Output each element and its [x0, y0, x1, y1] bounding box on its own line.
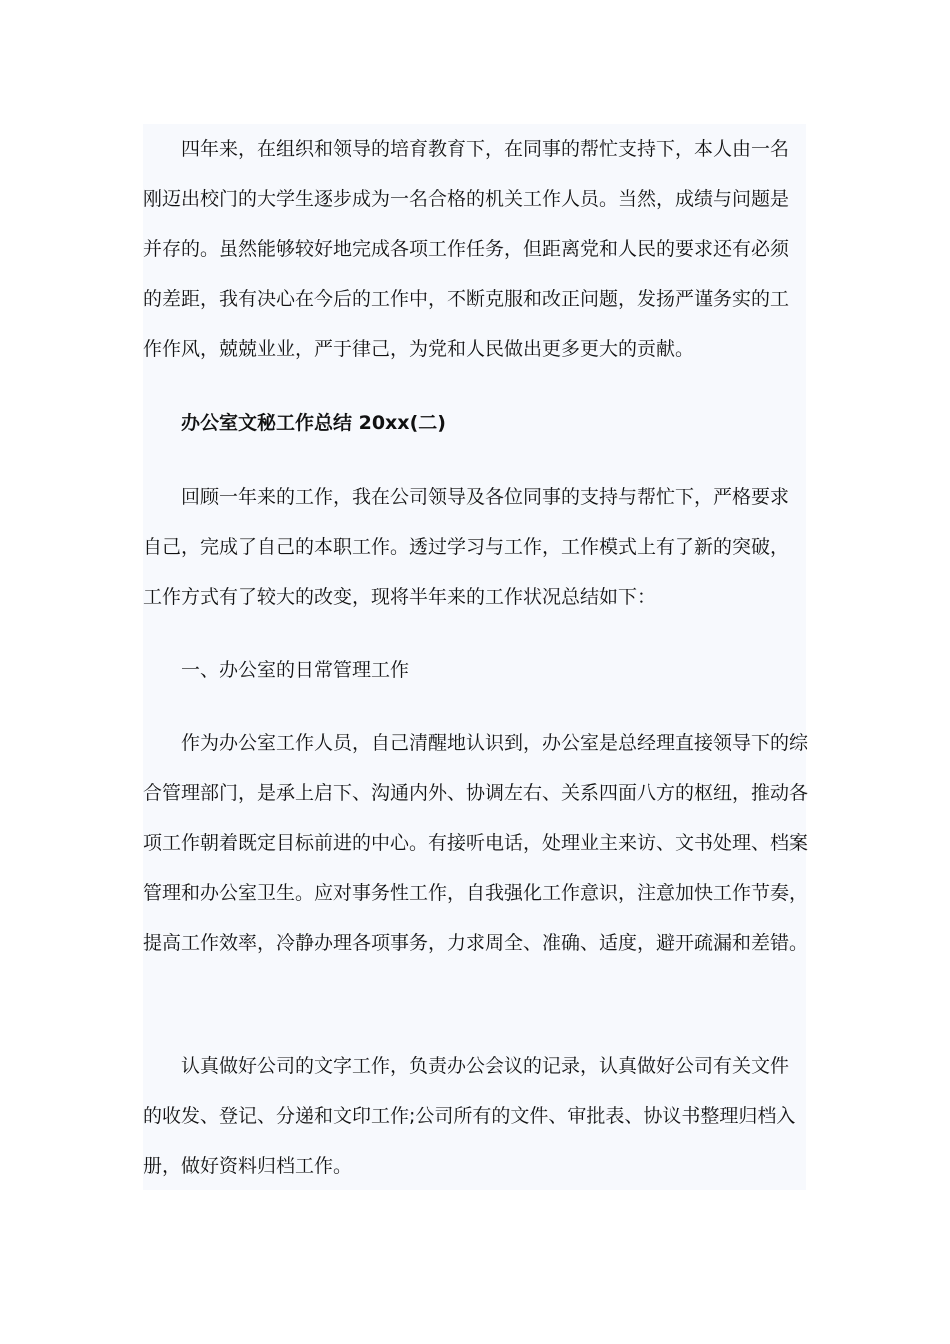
- paragraph-review: 回顾一年来的工作，我在公司领导及各位同事的支持与帮忙下，严格要求自己，完成了自己的本职工作。透过学习与工作，工作模式上有了新的突破，工作方式有了较大的改变，现将半年来的工作状况总结如下：: [143, 486, 790, 608]
- document-heading: 办公室文秘工作总结 20xx(二): [181, 412, 446, 434]
- paragraph-summary: 四年来，在组织和领导的培育教育下，在同事的帮忙支持下，本人由一名刚迈出校门的大学生逐步成为一名合格的机关工作人员。当然，成绩与问题是并存的。虽然能够较好地完成各项工作任务，但距离党和人民的要求还有必须的差距，我有决心在今后的工作中，不断克服和改正问题，发扬严谨务实的工作作风，兢兢业业，严于律己，为党和人民做出更多更大的贡献。: [143, 138, 790, 360]
- section-title-daily-management: 一、办公室的日常管理工作: [181, 659, 410, 681]
- document-body: [143, 124, 809, 1190]
- paragraph-document-work: 认真做好公司的文字工作，负责办公会议的记录，认真做好公司有关文件的收发、登记、分递和文印工作;公司所有的文件、审批表、协议书整理归档入册，做好资料归档工作。: [143, 1055, 796, 1177]
- paragraph-office-duties: 作为办公室工作人员，自己清醒地认识到，办公室是总经理直接领导下的综合管理部门，是承上启下、沟通内外、协调左右、关系四面八方的枢纽，推动各项工作朝着既定目标前进的中心。有接听电话，处理业主来访、文书处理、档案管理和办公室卫生。应对事务性工作，自我强化工作意识，注意加快工作节奏，提高工作效率，冷静办理各项事务，力求周全、准确、适度，避开疏漏和差错。: [143, 732, 809, 954]
